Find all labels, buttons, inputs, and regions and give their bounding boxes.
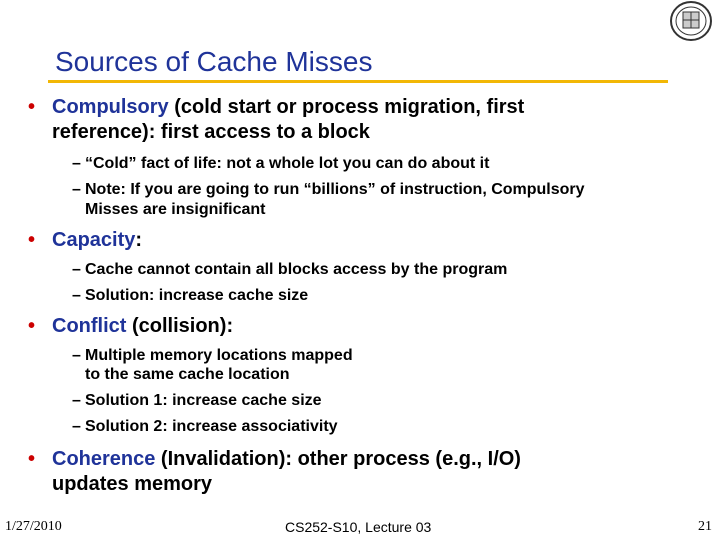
bullet-rest: (Invalidation): other process (e.g., I/O) (155, 448, 521, 470)
bullet-text (52, 314, 233, 339)
bullet-line2: reference): first access to a block (52, 121, 370, 143)
sub-text: Solution: increase cache size (85, 287, 309, 304)
footer-page-number: 21 (698, 519, 712, 534)
bullet-text (52, 95, 524, 120)
bullet-term: Conflict (52, 315, 127, 337)
sub-text: Solution 2: increase associativity (85, 418, 338, 435)
bullet-term: Capacity (52, 229, 136, 251)
bullet-line2: updates memory (52, 473, 213, 495)
bullet-text (52, 447, 521, 472)
sub-marker: – (72, 181, 81, 198)
bullet-marker: • (28, 96, 36, 118)
sub-marker: – (72, 287, 81, 304)
sub-text: Note: If you are going to run “billions” of instruction, Compulsory (85, 181, 585, 198)
title-underline (48, 80, 668, 83)
bullet-rest: (collision): (126, 315, 234, 337)
sub-marker: – (72, 155, 81, 172)
sub-text: Multiple memory locations mapped (85, 347, 353, 364)
bullet-rest: (cold start or process migration, first (168, 96, 525, 118)
sub-marker: – (72, 261, 81, 278)
bullet-marker: • (28, 448, 36, 470)
bullet-text (52, 228, 142, 253)
sub-text: Solution 1: increase cache size (85, 392, 322, 409)
bullet-term: Compulsory (52, 96, 169, 118)
bullet-term: Coherence (52, 448, 156, 470)
sub-marker: – (72, 418, 81, 435)
slide-title: Sources of Cache Misses (55, 46, 373, 77)
sub-marker: – (72, 392, 81, 409)
bullet-marker: • (28, 229, 36, 251)
footer-course: CS252-S10, Lecture 03 (285, 519, 432, 535)
university-seal-icon (665, 0, 717, 42)
sub-line2: to the same cache location (85, 366, 290, 383)
sub-text: Cache cannot contain all blocks access by the program (85, 261, 508, 278)
bullet-rest: : (135, 229, 143, 251)
footer-date: 1/27/2010 (5, 519, 62, 534)
sub-text: “Cold” fact of life: not a whole lot you can do about it (85, 155, 490, 172)
sub-marker: – (72, 347, 81, 364)
sub-line2: Misses are insignificant (85, 201, 266, 218)
bullet-marker: • (28, 315, 36, 337)
